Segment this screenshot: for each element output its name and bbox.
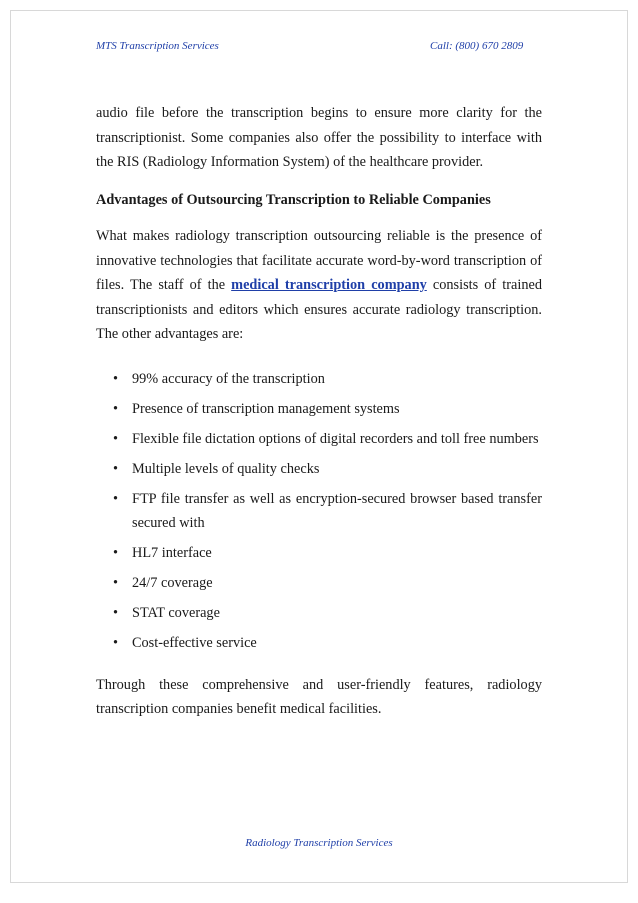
reliability-paragraph xyxy=(96,224,542,347)
advantages-list xyxy=(96,367,542,656)
list-item-text: Cost-effective service xyxy=(132,635,257,651)
header-company-name: MTS Transcription Services xyxy=(96,40,219,52)
document-body xyxy=(96,101,542,722)
conclusion-paragraph: Through these comprehensive and user-friendly features, radiology transcription companies benefit medical facilities. xyxy=(96,676,542,717)
bullet-icon: • xyxy=(113,460,119,477)
list-item-text: 99% accuracy of the transcription xyxy=(132,370,325,387)
list-item-text: STAT coverage xyxy=(132,605,220,621)
list-item xyxy=(96,397,542,422)
list-item-text: 24/7 coverage xyxy=(132,575,213,591)
intro-paragraph: audio file before the transcription begins to ensure more clarity for the transcriptionist. Some companies also offer the possibility to interface with the RIS (Radiology Information System) of the healthcare provider. xyxy=(96,105,542,170)
list-item-text: Multiple levels of quality checks xyxy=(132,460,320,477)
section-heading: Advantages of Outsourcing Transcription to Reliable Companies xyxy=(96,191,491,208)
bullet-icon: • xyxy=(113,400,119,417)
bullet-icon: • xyxy=(113,575,119,591)
bullet-icon: • xyxy=(113,605,119,621)
reliability-text-before-link: What makes radiology transcription outsourcing reliable is the presence of innovative technologies that facilitate accurate word-by-word transcription of files. The staff of the xyxy=(96,228,542,293)
bullet-icon: • xyxy=(113,545,119,561)
page-footer: Radiology Transcription Services xyxy=(245,837,393,849)
bullet-icon: • xyxy=(113,370,119,387)
medical-transcription-company-link[interactable]: medical transcription company xyxy=(231,277,427,293)
list-item xyxy=(96,367,542,392)
list-item-text: HL7 interface xyxy=(132,545,212,561)
list-item xyxy=(96,541,542,566)
list-item xyxy=(96,427,542,452)
bullet-icon: • xyxy=(113,635,119,651)
list-item xyxy=(96,487,542,536)
bullet-icon: • xyxy=(113,430,119,447)
list-item xyxy=(96,631,542,656)
list-item xyxy=(96,457,542,482)
list-item-text: FTP file transfer as well as encryption-secured browser based transfer secured with xyxy=(132,490,542,531)
header-phone: Call: (800) 670 2809 xyxy=(430,40,524,52)
list-item xyxy=(96,571,542,596)
list-item-text: Flexible file dictation options of digital recorders and toll free numbers xyxy=(132,430,539,447)
list-item xyxy=(96,601,542,626)
bullet-icon: • xyxy=(113,490,119,507)
reliability-text-after-link: consists of trained transcriptionists and editors which ensures accurate radiology transcription. The other advantages are: xyxy=(96,277,542,342)
list-item-text: Presence of transcription management systems xyxy=(132,400,400,417)
